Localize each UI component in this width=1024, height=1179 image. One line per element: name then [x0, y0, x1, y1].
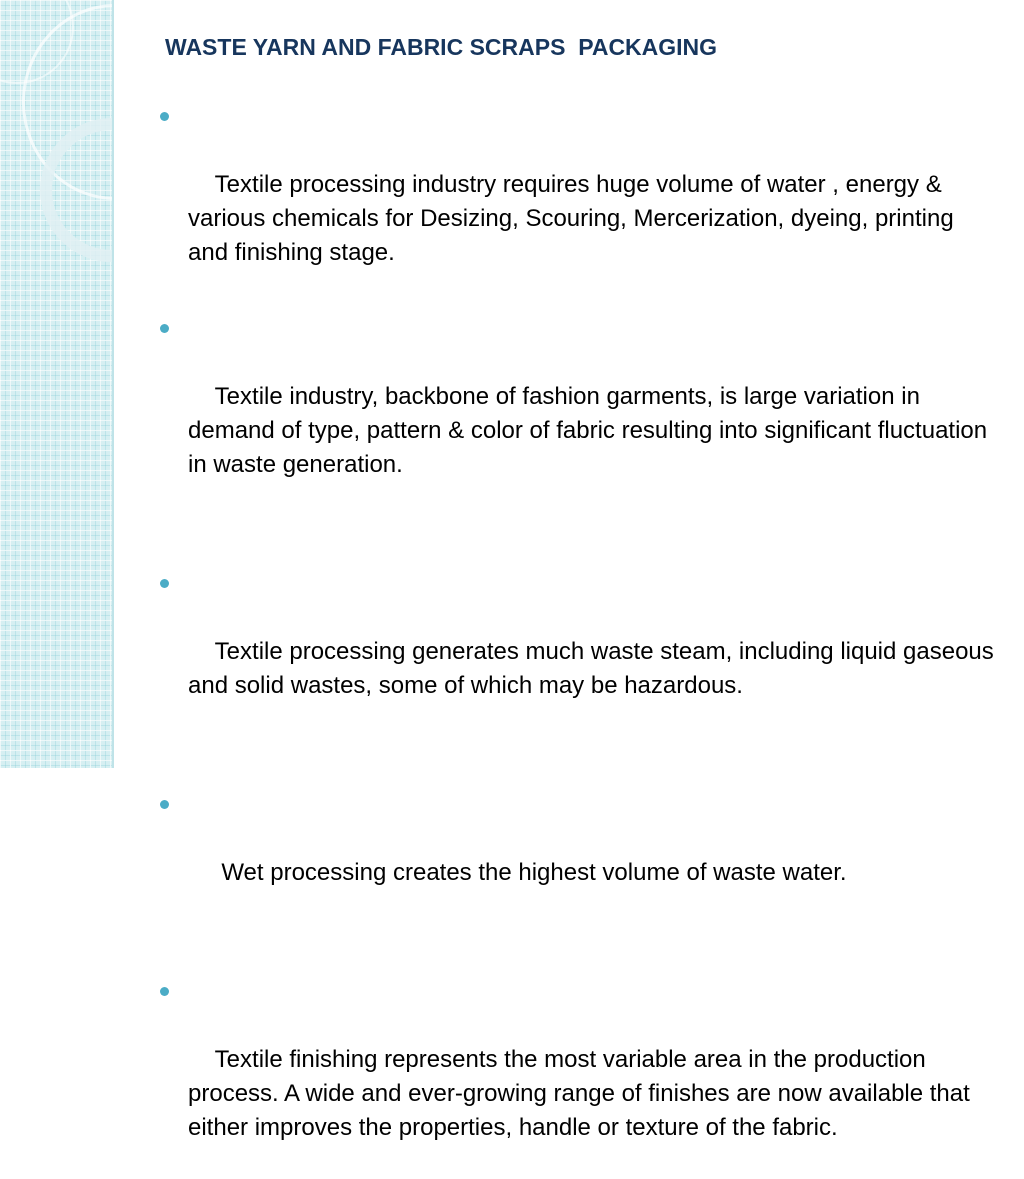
bullet-list — [160, 100, 1000, 1179]
bullet-text: Wet processing creates the highest volume of waste water. — [214, 859, 847, 886]
bullet-item — [160, 975, 1000, 1179]
side-band-edge — [112, 0, 114, 768]
bullet-text: Textile processing generates much waste steam, including liquid gaseous and solid wastes, some of which may be hazardous. — [188, 638, 1001, 699]
bullet-dot-icon — [160, 579, 169, 588]
bullet-text: Textile processing industry requires huge volume of water , energy & various chemicals for Desizing, Scouring, Mercerization, dyeing, printing and finishing stage. — [188, 171, 961, 266]
slide-title: WASTE YARN AND FABRIC SCRAPS PACKAGING — [165, 34, 718, 60]
bullet-dot-icon — [160, 987, 169, 996]
bullet-item — [160, 567, 1000, 737]
decorative-side-band — [0, 0, 114, 768]
bullet-item — [160, 788, 1000, 924]
bullet-item — [160, 100, 1000, 304]
bullet-dot-icon — [160, 112, 169, 121]
bullet-dot-icon — [160, 324, 169, 333]
bullet-text: Textile industry, backbone of fashion garments, is large variation in demand of type, pattern & color of fabric resulting into significant fluctuation in waste generation. — [188, 383, 994, 478]
bullet-text: Textile finishing represents the most variable area in the production process. A wide and ever-growing range of finishes are now available that either improves the properties, handle or texture of the fabric. — [188, 1046, 977, 1141]
bullet-item — [160, 312, 1000, 516]
bullet-dot-icon — [160, 800, 169, 809]
